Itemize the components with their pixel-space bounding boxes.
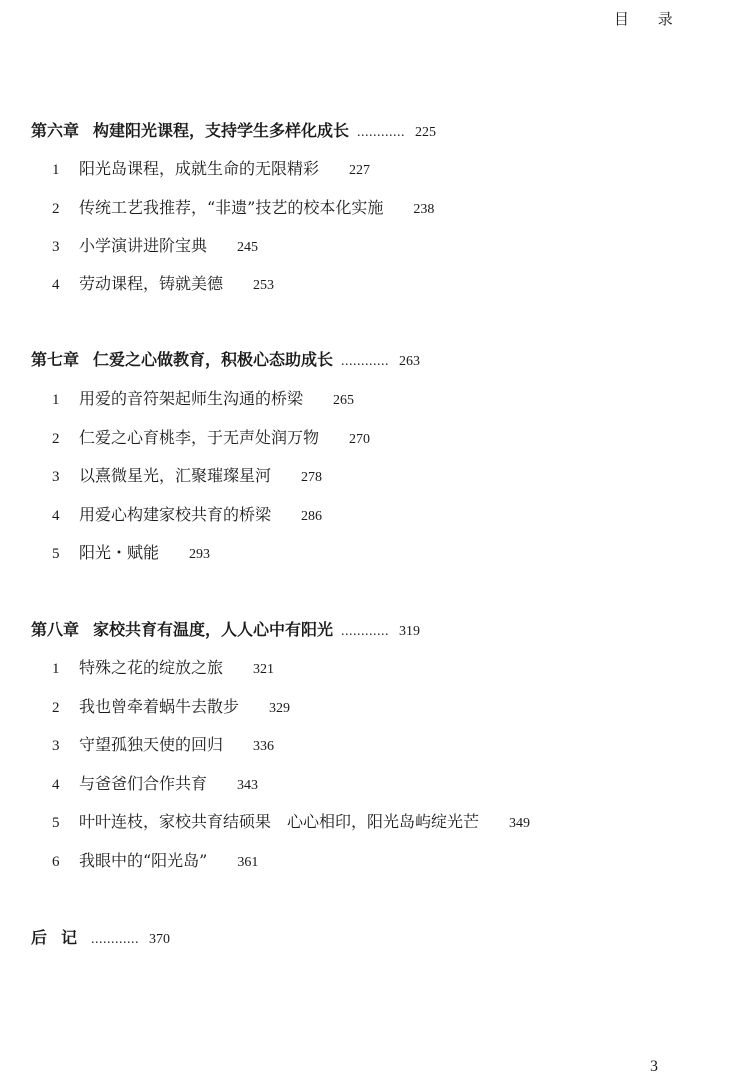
item-title: 叶叶连枝，家校共育结硕果 心心相印，阳光岛屿绽光芒 <box>79 812 480 831</box>
item-title: 我也曾牵着蜗牛去散步 <box>79 697 240 716</box>
item-title: 仁爱之心育桃李，于无声处润万物 <box>79 428 320 447</box>
toc-item[interactable] <box>52 543 210 565</box>
chapter-number: 第八章 <box>31 620 80 639</box>
item-number: 5 <box>52 815 60 831</box>
item-title: 特殊之花的绽放之旅 <box>79 658 224 677</box>
toc-item[interactable] <box>52 159 370 181</box>
toc-item[interactable] <box>52 236 258 258</box>
toc-chapter-8[interactable] <box>31 620 420 642</box>
item-number: 2 <box>52 201 60 217</box>
toc-item[interactable] <box>52 658 274 680</box>
toc-item[interactable] <box>52 812 530 834</box>
toc-item[interactable] <box>52 466 322 488</box>
afterword-page-number: 370 <box>149 932 171 947</box>
toc-chapter-7[interactable] <box>31 350 420 372</box>
toc-item[interactable] <box>52 505 322 527</box>
item-number: 3 <box>52 738 60 754</box>
toc-item[interactable] <box>52 274 274 296</box>
item-page-number: 329 <box>269 701 291 716</box>
chapter-page-number: 319 <box>399 624 421 639</box>
item-number: 3 <box>52 239 60 255</box>
item-number: 6 <box>52 854 60 870</box>
item-page-number: 253 <box>253 278 275 293</box>
item-number: 5 <box>52 546 60 562</box>
item-title: 阳光・赋能 <box>79 543 160 562</box>
chapter-title: 家校共育有温度，人人心中有阳光 <box>93 620 334 639</box>
item-page-number: 278 <box>301 470 323 485</box>
item-number: 4 <box>52 277 60 293</box>
item-page-number: 286 <box>301 509 323 524</box>
item-title: 小学演讲进阶宝典 <box>79 236 208 255</box>
item-page-number: 238 <box>413 202 435 217</box>
item-title: 传统工艺我推荐，“非遗”技艺的校本化实施 <box>79 198 384 217</box>
item-number: 1 <box>52 661 60 677</box>
toc-item[interactable] <box>52 735 274 757</box>
toc-item[interactable] <box>52 428 370 450</box>
item-title: 阳光岛课程，成就生命的无限精彩 <box>79 159 320 178</box>
item-number: 2 <box>52 700 60 716</box>
toc-afterword[interactable] <box>31 928 170 950</box>
chapter-page-number: 263 <box>399 354 421 369</box>
afterword-title: 后记 <box>31 928 92 947</box>
item-title: 劳动课程，铸就美德 <box>79 274 224 293</box>
item-page-number: 349 <box>509 816 531 831</box>
toc-item[interactable] <box>52 697 290 719</box>
item-page-number: 336 <box>253 739 275 754</box>
chapter-number: 第六章 <box>31 121 80 140</box>
page-number: 3 <box>650 1058 658 1075</box>
leader-dots: ............ <box>91 932 140 947</box>
item-title: 守望孤独天使的回归 <box>79 735 224 754</box>
chapter-number: 第七章 <box>31 350 80 369</box>
item-page-number: 270 <box>349 432 371 447</box>
item-page-number: 293 <box>189 547 211 562</box>
leader-dots: ............ <box>357 125 406 140</box>
item-number: 3 <box>52 469 60 485</box>
item-title: 以熹微星光，汇聚璀璨星河 <box>79 466 272 485</box>
item-number: 1 <box>52 392 60 408</box>
running-head: 目 录 <box>614 10 685 28</box>
item-page-number: 361 <box>237 855 259 870</box>
toc-chapter-6[interactable] <box>31 121 436 143</box>
chapter-title: 构建阳光课程，支持学生多样化成长 <box>93 121 350 140</box>
item-title: 用爱的音符架起师生沟通的桥梁 <box>79 389 304 408</box>
item-title: 与爸爸们合作共育 <box>79 774 208 793</box>
chapter-page-number: 225 <box>415 125 437 140</box>
item-page-number: 265 <box>333 393 355 408</box>
item-page-number: 227 <box>349 163 371 178</box>
item-number: 1 <box>52 162 60 178</box>
toc-item[interactable] <box>52 198 434 220</box>
item-number: 2 <box>52 431 60 447</box>
leader-dots: ............ <box>341 624 390 639</box>
toc-item[interactable] <box>52 851 258 873</box>
item-number: 4 <box>52 508 60 524</box>
item-page-number: 343 <box>237 778 259 793</box>
item-number: 4 <box>52 777 60 793</box>
chapter-title: 仁爱之心做教育，积极心态助成长 <box>93 350 334 369</box>
item-title: 用爱心构建家校共育的桥梁 <box>79 505 272 524</box>
item-page-number: 321 <box>253 662 275 677</box>
toc-item[interactable] <box>52 389 354 411</box>
leader-dots: ............ <box>341 354 390 369</box>
item-title: 我眼中的“阳光岛” <box>79 851 208 870</box>
item-page-number: 245 <box>237 240 259 255</box>
toc-item[interactable] <box>52 774 258 796</box>
